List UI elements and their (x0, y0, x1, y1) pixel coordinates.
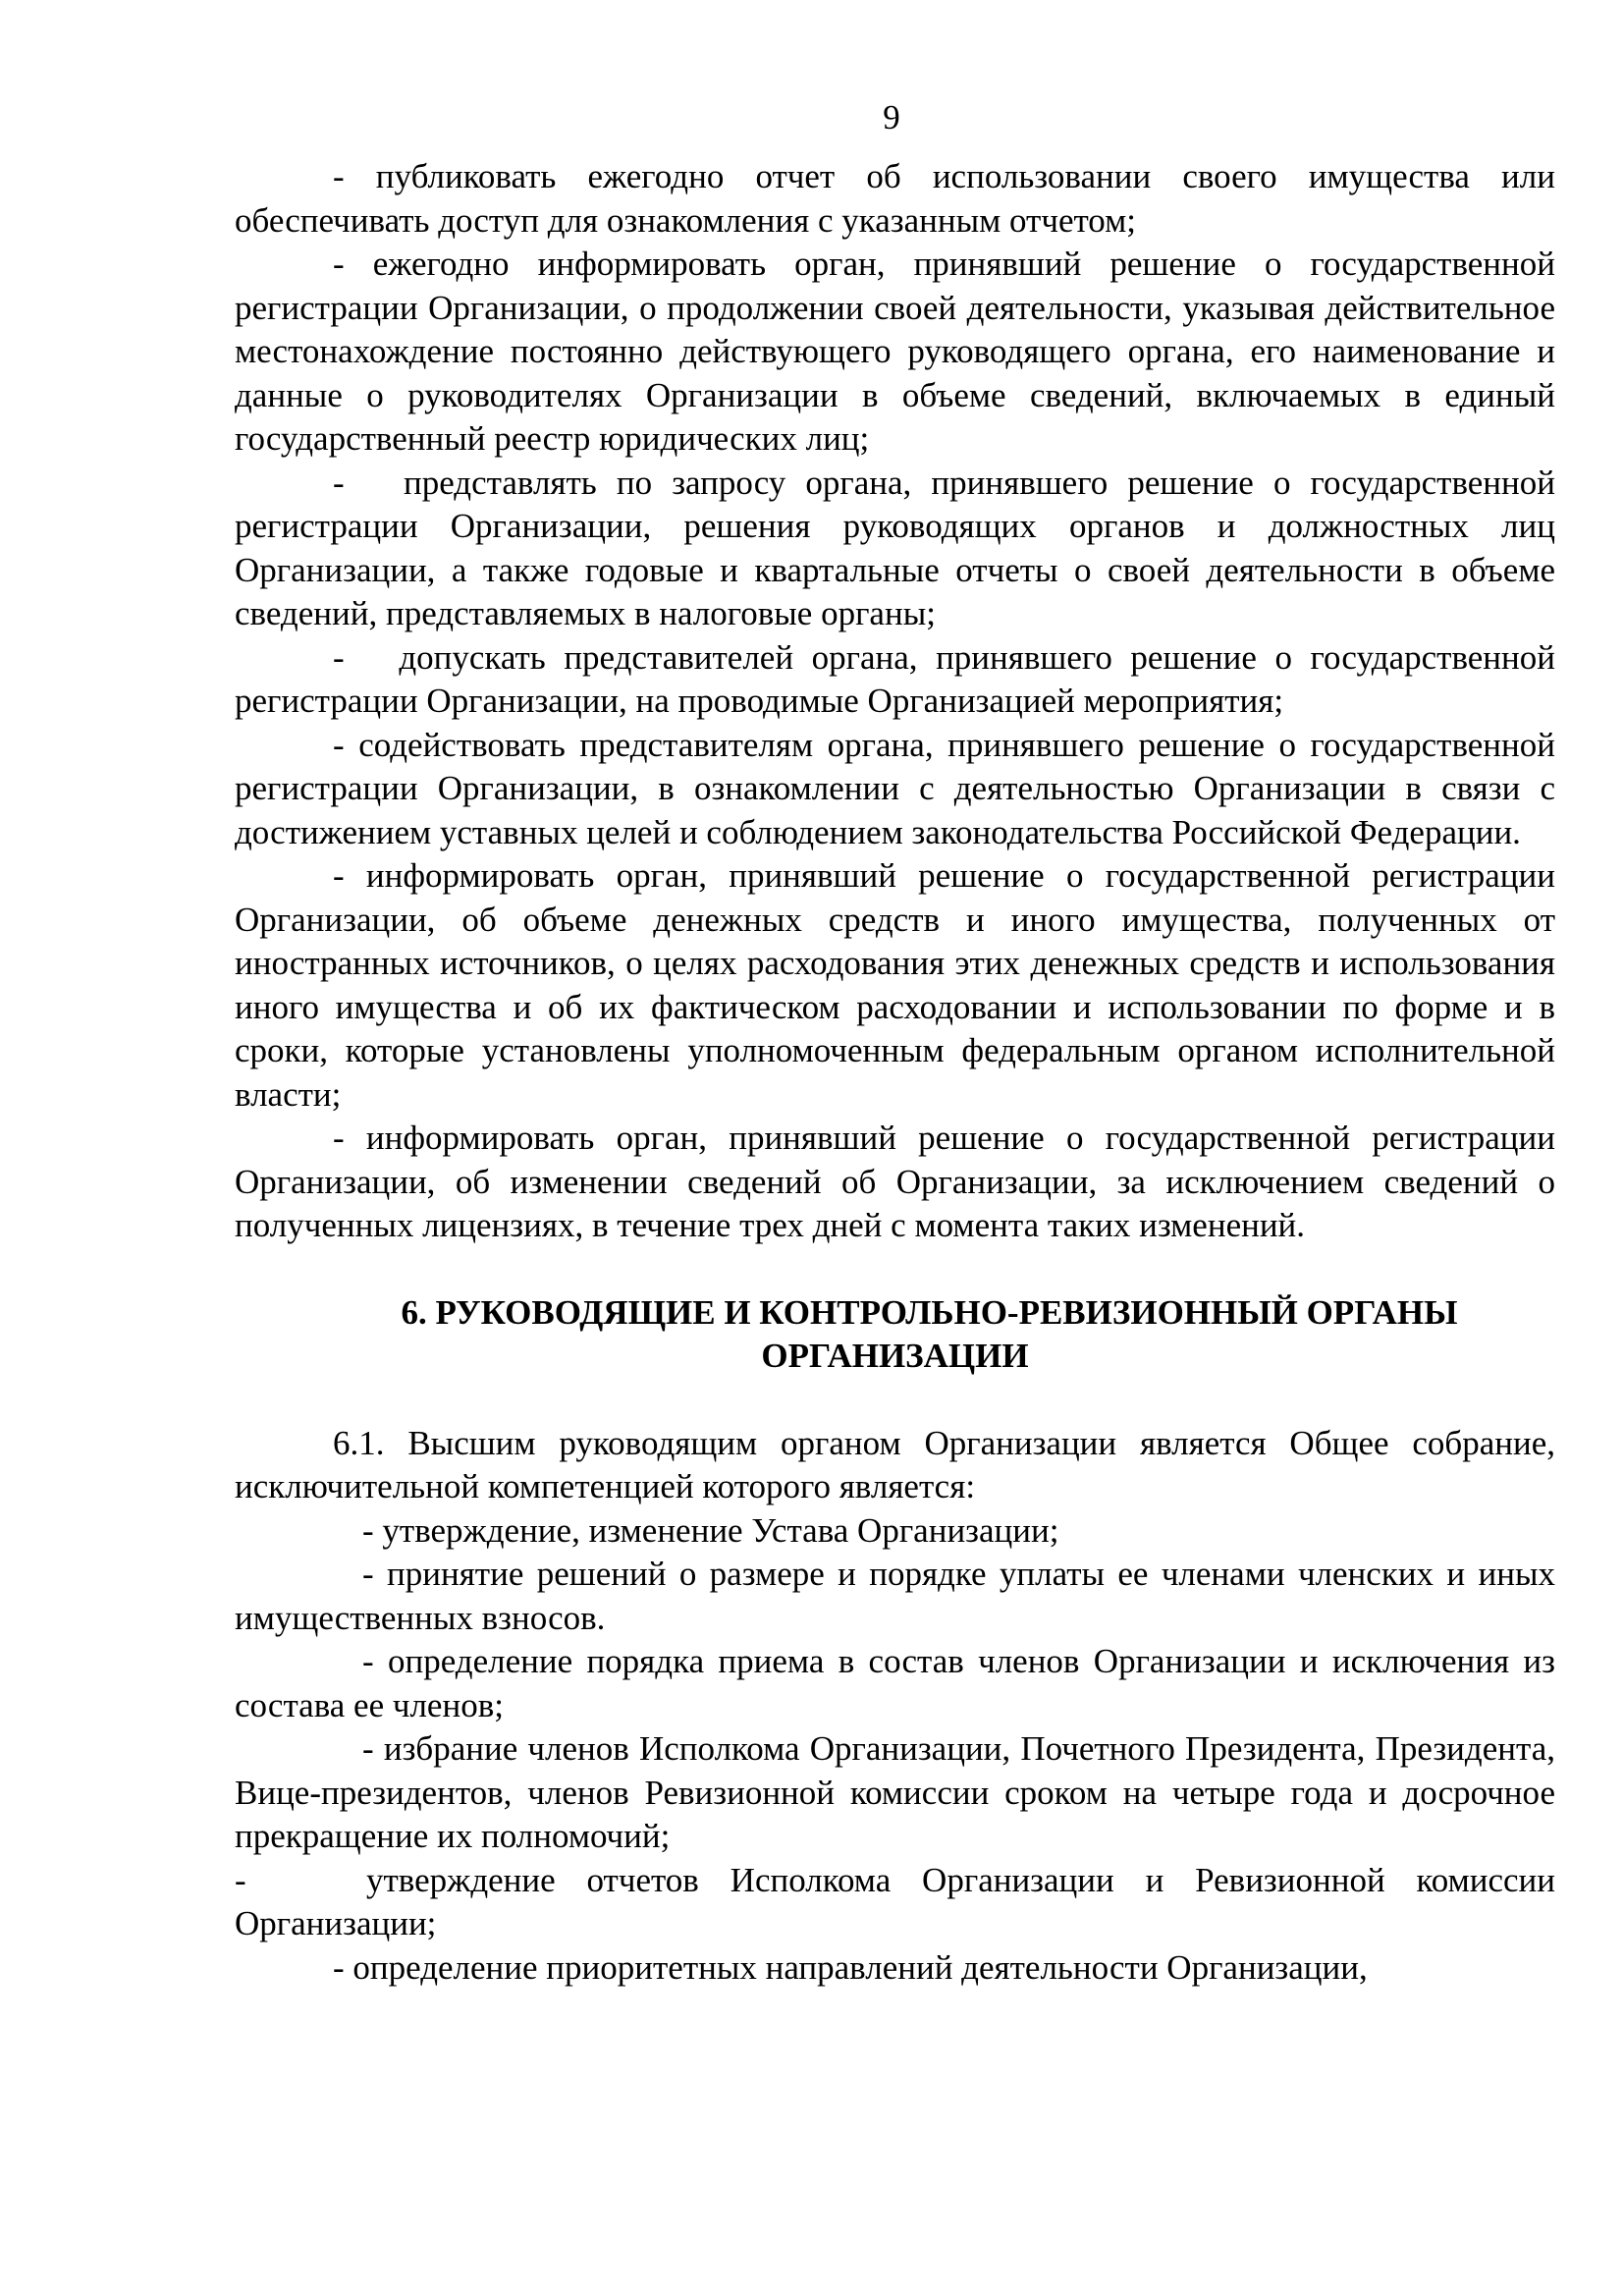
list-item-charter: - утверждение, изменение Устава Организации; (362, 1510, 1059, 1550)
page-number: 9 (883, 98, 900, 137)
section-heading-line2: ОРГАНИЗАЦИИ (761, 1337, 1029, 1375)
list-item-fees: - принятие решений о размере и порядке уплаты ее членами членских и иных имущественных взносов. (235, 1555, 1555, 1637)
list-item-priorities: - определение приоритетных направлений деятельности Организации, (333, 1947, 1368, 1987)
paragraph-inform-foreign-funds: - информировать орган, принявший решение о государственной регистрации Организации, об объеме денежных средств и иного имущества, полученных от иностранных источников, о целях расходования этих денежных средств и использования иного имущества и об их фактическом расходовании и использовании по форме и в сроки, которые установлены уполномоченным федеральным органом исполнительной власти; (235, 856, 1555, 1114)
paragraph-publish-report: - публиковать ежегодно отчет об использовании своего имущества или обеспечивать доступ для ознакомления с указанным отчетом; (235, 157, 1555, 240)
list-item-dash: - (235, 1860, 246, 1899)
document-body (235, 155, 1555, 1990)
list-item-election: - избрание членов Исполкома Организации, Почетного Президента, Президента, Вице-президентов, членов Ревизионной комиссии сроком на четыре года и досрочное прекращение их полномочий; (235, 1729, 1555, 1855)
list-item-admission: - определение порядка приема в состав членов Организации и исключения из состава ее членов; (235, 1642, 1555, 1724)
paragraph-inform-changes: - информировать орган, принявший решение о государственной регистрации Организации, об изменении сведений об Организации, за исключением сведений о полученных лицензиях, в течение трех дней с момента таких изменений. (235, 1119, 1555, 1244)
paragraph-provide-on-request: - представлять по запросу органа, принявшего решение о государственной регистрации Организации, решения руководящих органов и должностных лиц Организации, а также годовые и квартальные отчеты о своей деятельности в объеме сведений, представляемых в налоговые органы; (235, 463, 1555, 632)
paragraph-assist-representatives: - содействовать представителям органа, принявшего решение о государственной регистрации Организации, в ознакомлении с деятельностью Организации в связи с достижением уставных целей и соблюдением законодательства Российской Федерации. (235, 725, 1555, 851)
paragraph-inform-annually: - ежегодно информировать орган, принявший решение о государственной регистрации Организации, о продолжении своей деятельности, указывая действительное местонахождение постоянно действующего руководящего органа, его наименование и данные о руководителях Организации в объеме сведений, включаемых в единый государственный реестр юридических лиц; (235, 245, 1555, 458)
paragraph-admit-representatives: - допускать представителей органа, принявшего решение о государственной регистрации Организации, на проводимые Организацией мероприятия; (235, 637, 1555, 720)
list-item-reports-approval (235, 1859, 1555, 1946)
section-heading-line1: 6. РУКОВОДЯЩИЕ И КОНТРОЛЬНО-РЕВИЗИОННЫЙ ОРГАНЫ (401, 1292, 1458, 1332)
list-item-reports-approval-text: утверждение отчетов Исполкома Организации и Ревизионной комиссии Организации; (235, 1860, 1555, 1942)
section-heading (235, 1291, 1555, 1379)
section-intro-paragraph: 6.1. Высшим руководящим органом Организации является Общее собрание, исключительной компетенцией которого является: (235, 1423, 1555, 1505)
